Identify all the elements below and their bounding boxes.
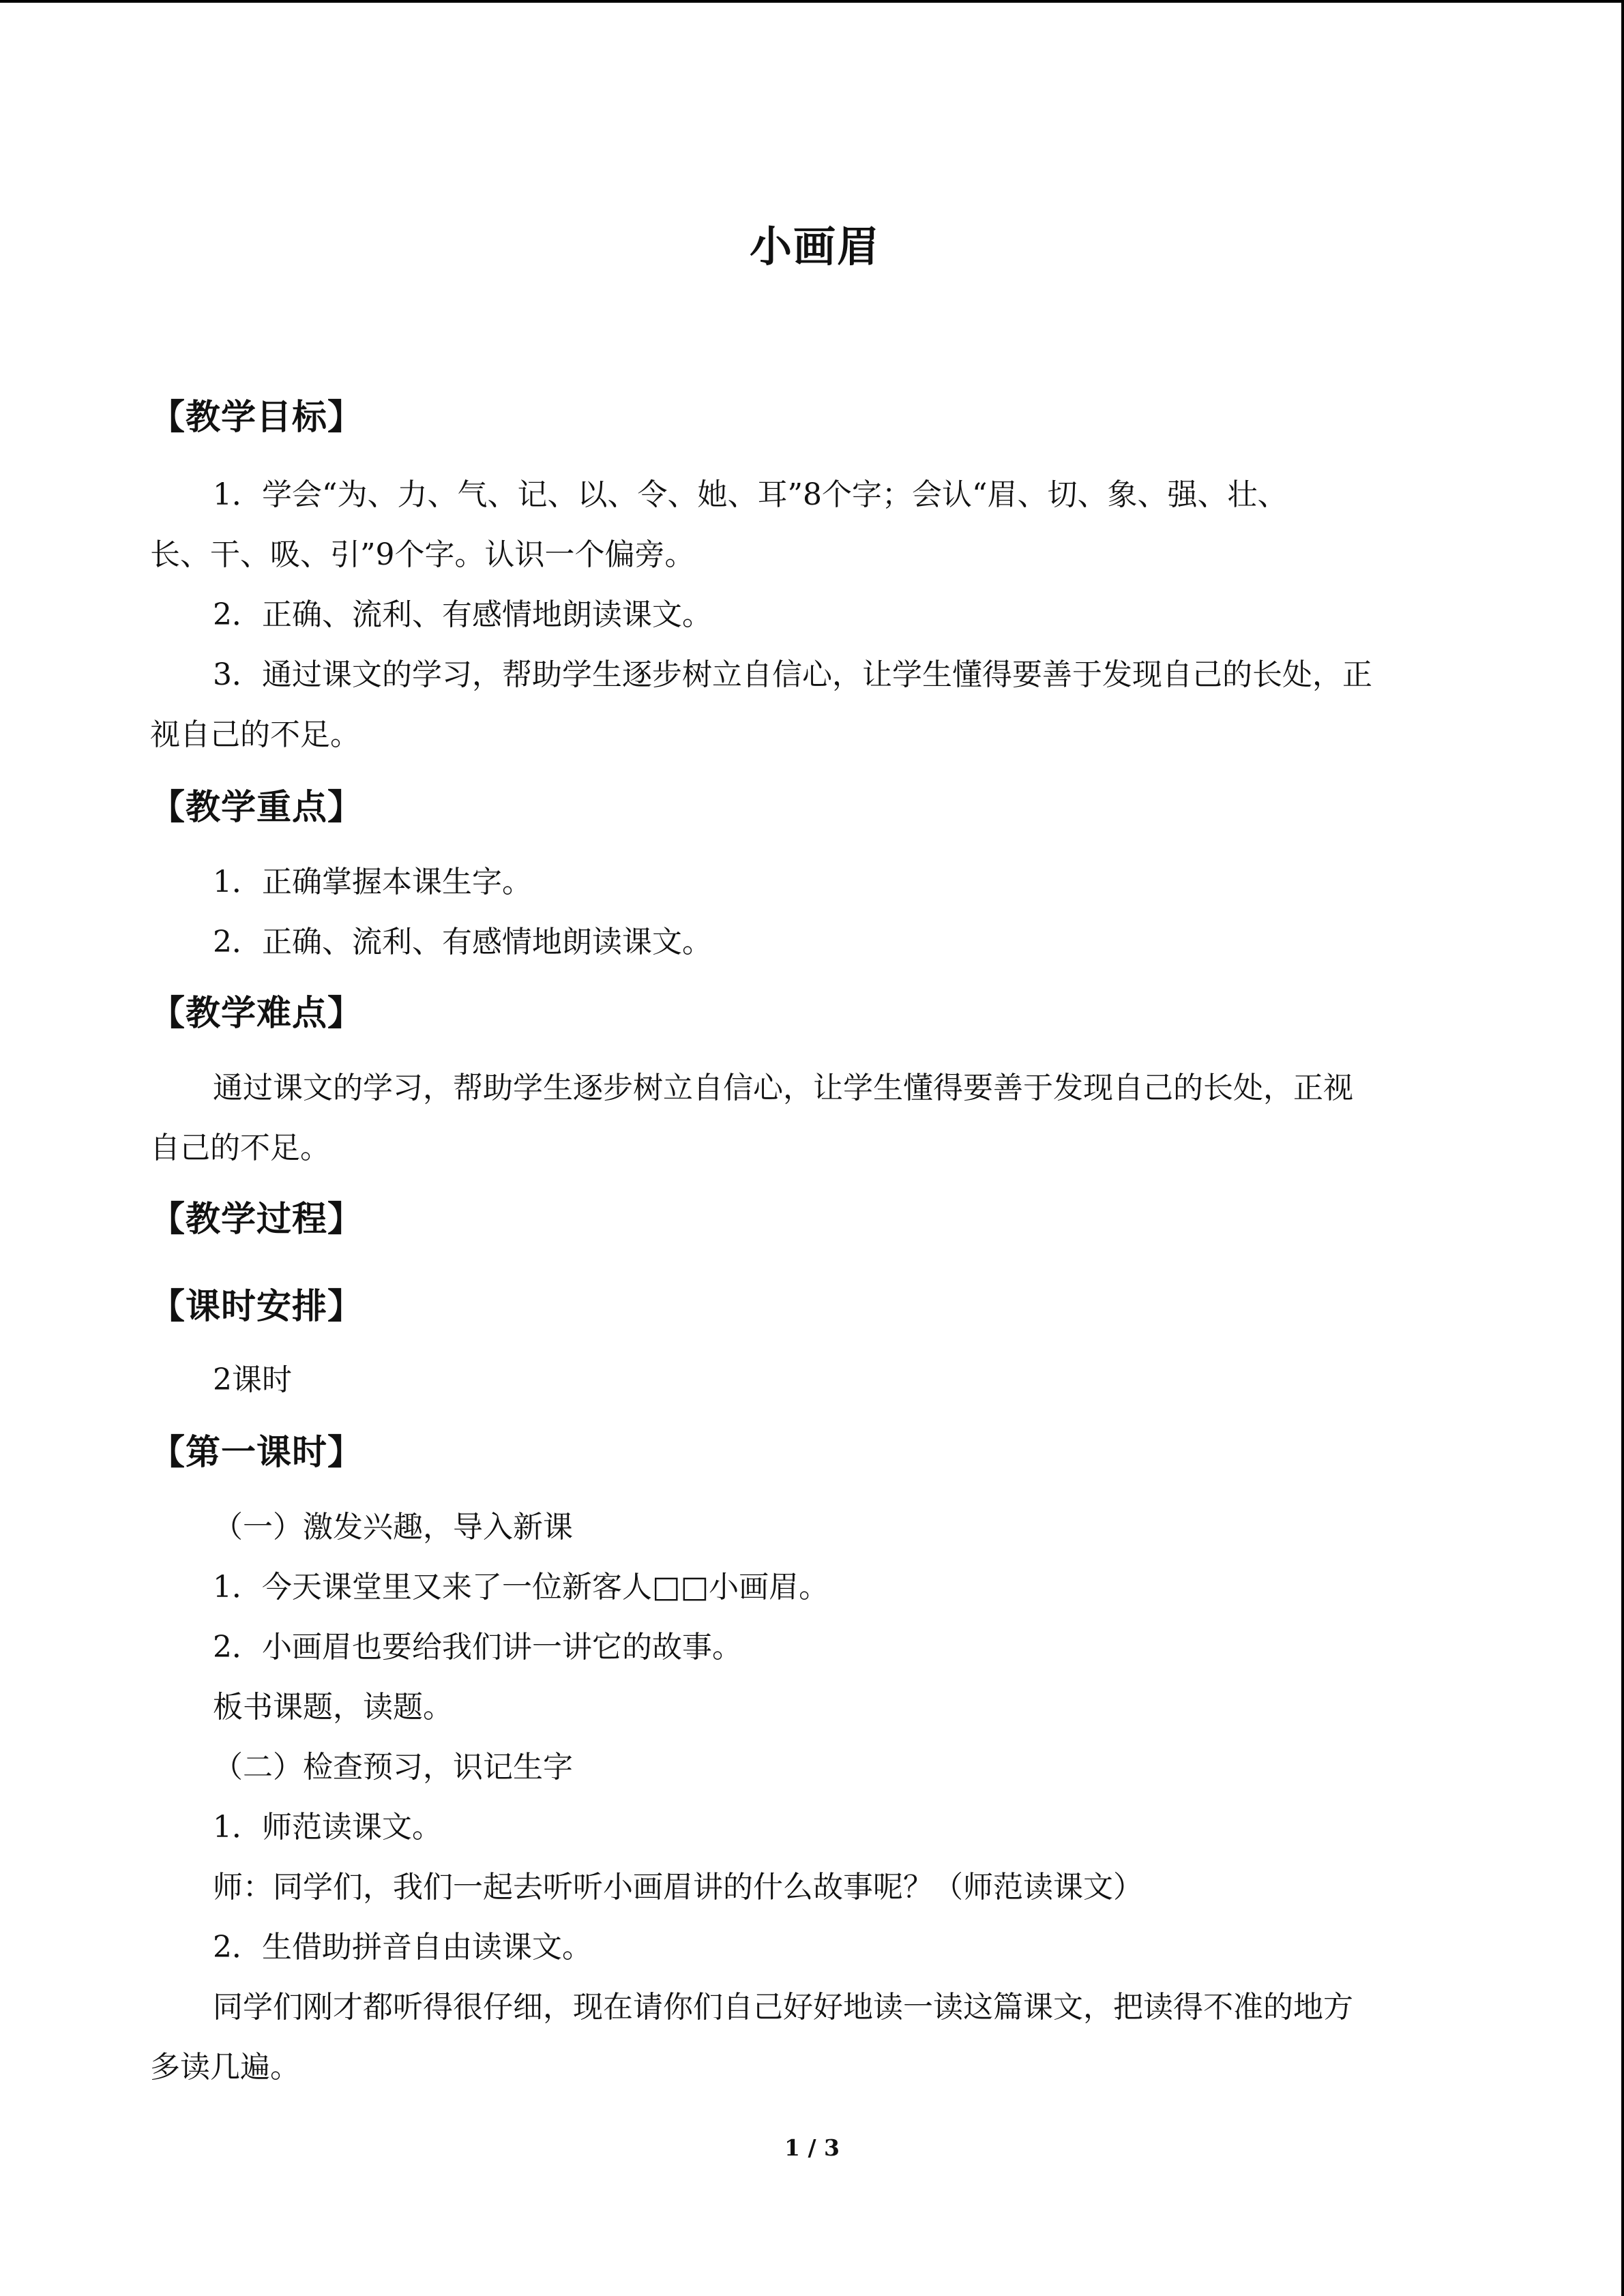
goal-item-3: 3．通过课文的学习，帮助学生逐步树立自信心，让学生懂得要善于发现自己的长处，正 <box>213 657 1372 692</box>
lesson-item-continued: 多读几遍。 <box>150 2050 300 2085</box>
page-number: 1 / 3 <box>784 2134 840 2161</box>
goal-item-1-continued: 长、干、吸、引”9个字。认识一个偏旁。 <box>150 537 695 572</box>
lesson-item: 板书课题，读题。 <box>213 1690 453 1725</box>
lesson-item: 1．师范读课文。 <box>213 1810 442 1845</box>
goal-item-2: 2．正确、流利、有感情地朗读课文。 <box>213 597 712 632</box>
heading-teaching-goals: 【教学目标】 <box>150 398 364 438</box>
lesson-item: 1．今天课堂里又来了一位新客人□□小画眉。 <box>213 1570 829 1605</box>
key-point-item-2: 2．正确、流利、有感情地朗读课文。 <box>213 925 712 959</box>
difficulty-text-continued: 自己的不足。 <box>150 1131 330 1165</box>
goal-item-1: 1．学会“为、力、气、记、以、令、她、耳”8个字；会认“眉、切、象、强、壮、 <box>213 477 1288 512</box>
document-title: 小画眉 <box>749 222 881 271</box>
goal-item-3-continued: 视自己的不足。 <box>150 717 360 752</box>
heading-teaching-process: 【教学过程】 <box>150 1199 364 1240</box>
lesson-item: 2．小画眉也要给我们讲一讲它的故事。 <box>213 1630 742 1665</box>
lesson-item: （一）激发兴趣，导入新课 <box>213 1510 573 1545</box>
key-point-item-1: 1．正确掌握本课生字。 <box>213 865 532 899</box>
lesson-item: 2．生借助拼音自由读课文。 <box>213 1930 592 1965</box>
heading-lesson-one: 【第一课时】 <box>150 1433 364 1473</box>
schedule-text: 2课时 <box>213 1362 292 1397</box>
lesson-item: 师：同学们，我们一起去听听小画眉讲的什么故事呢？（师范读课文） <box>213 1870 1143 1905</box>
lesson-item: （二）检查预习，识记生字 <box>213 1750 573 1785</box>
heading-schedule: 【课时安排】 <box>150 1287 364 1327</box>
heading-key-points: 【教学重点】 <box>150 788 364 828</box>
page-top-border <box>0 0 1624 3</box>
page-right-border <box>1621 0 1624 2296</box>
difficulty-text: 通过课文的学习，帮助学生逐步树立自信心，让学生懂得要善于发现自己的长处，正视 <box>213 1071 1353 1105</box>
heading-difficulties: 【教学难点】 <box>150 994 364 1034</box>
lesson-item: 同学们刚才都听得很仔细，现在请你们自己好好地读一读这篇课文，把读得不准的地方 <box>213 1990 1353 2025</box>
